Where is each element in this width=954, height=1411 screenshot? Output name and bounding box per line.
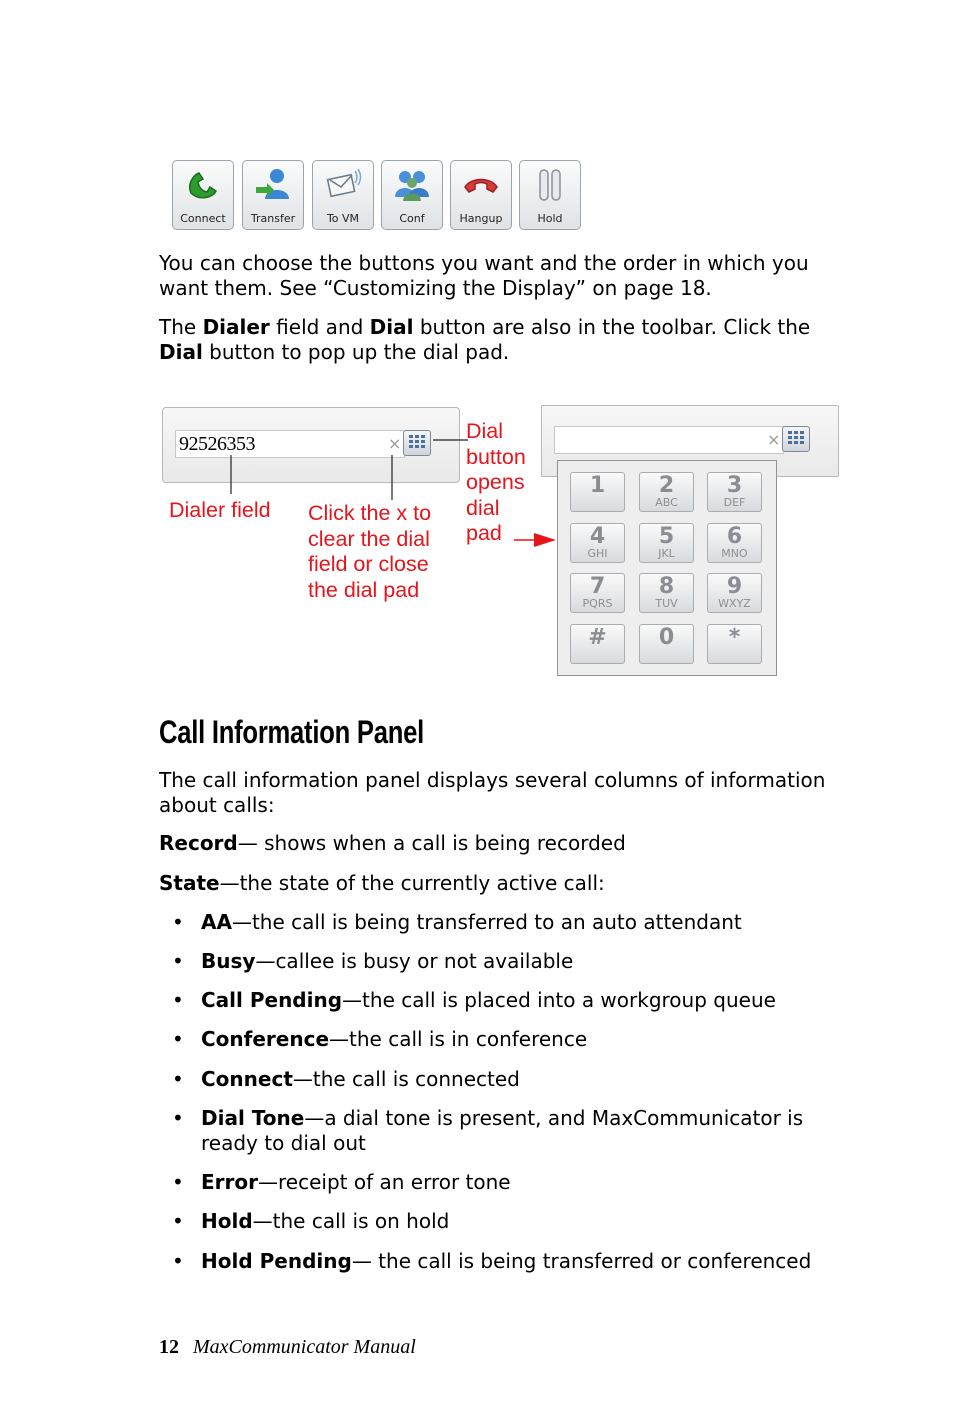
toolbar-button-label: Hangup: [459, 212, 503, 225]
keypad-grid-icon: [783, 427, 809, 451]
key-3[interactable]: 3 DEF: [707, 472, 762, 512]
dialer-value: 92526353: [179, 433, 255, 455]
toolbar-button-label: To VM: [326, 212, 360, 225]
key-7[interactable]: 7 PQRS: [570, 573, 625, 613]
manual-title: MaxCommunicator Manual: [193, 1336, 416, 1358]
label-dialer-field: Dialer field: [169, 498, 271, 522]
key-8[interactable]: 8 TUV: [639, 573, 694, 613]
key-hash[interactable]: #: [570, 624, 625, 664]
section-heading: Call Information Panel: [159, 714, 424, 750]
clear-x-icon[interactable]: ×: [767, 430, 781, 449]
dialer-field-empty[interactable]: [554, 426, 784, 454]
toolbar-button-label: Connect: [180, 212, 226, 225]
dial-button[interactable]: [782, 426, 810, 452]
toolbar-button-label: Transfer: [250, 212, 296, 225]
page-number: 12: [159, 1336, 179, 1358]
record-definition: Record— shows when a call is being recorded: [159, 831, 626, 855]
dial-pad: [557, 460, 777, 676]
key-4[interactable]: 4 GHI: [570, 523, 625, 563]
paragraph-dialer: The Dialer field and Dial button are also in the toolbar. Click the Dial button to pop up the dial pad.: [159, 315, 811, 364]
key-star[interactable]: *: [707, 624, 762, 664]
key-1[interactable]: 1: [570, 472, 625, 512]
label-dial-button: Dial button opens dial pad: [466, 419, 526, 545]
paragraph-panel-intro: The call information panel displays several columns of information about calls:: [159, 768, 826, 817]
paragraph-button-order: You can choose the buttons you want and the order in which you want them. See “Customizing the Display” on page 18.: [159, 251, 809, 300]
key-9[interactable]: 9 WXYZ: [707, 573, 762, 613]
clear-x-icon[interactable]: ×: [388, 434, 402, 453]
key-2[interactable]: 2 ABC: [639, 472, 694, 512]
key-0[interactable]: 0: [639, 624, 694, 664]
key-6[interactable]: 6 MNO: [707, 523, 762, 563]
page-footer: [159, 1336, 416, 1359]
toolbar-button-label: Hold: [537, 212, 563, 225]
callout-lines: [0, 0, 954, 700]
key-5[interactable]: 5 JKL: [639, 523, 694, 563]
toolbar-button-label: Conf: [399, 212, 425, 225]
state-definition: State—the state of the currently active call:: [159, 871, 605, 895]
label-click-x: Click the x to clear the dial field or close the dial pad: [308, 501, 432, 602]
